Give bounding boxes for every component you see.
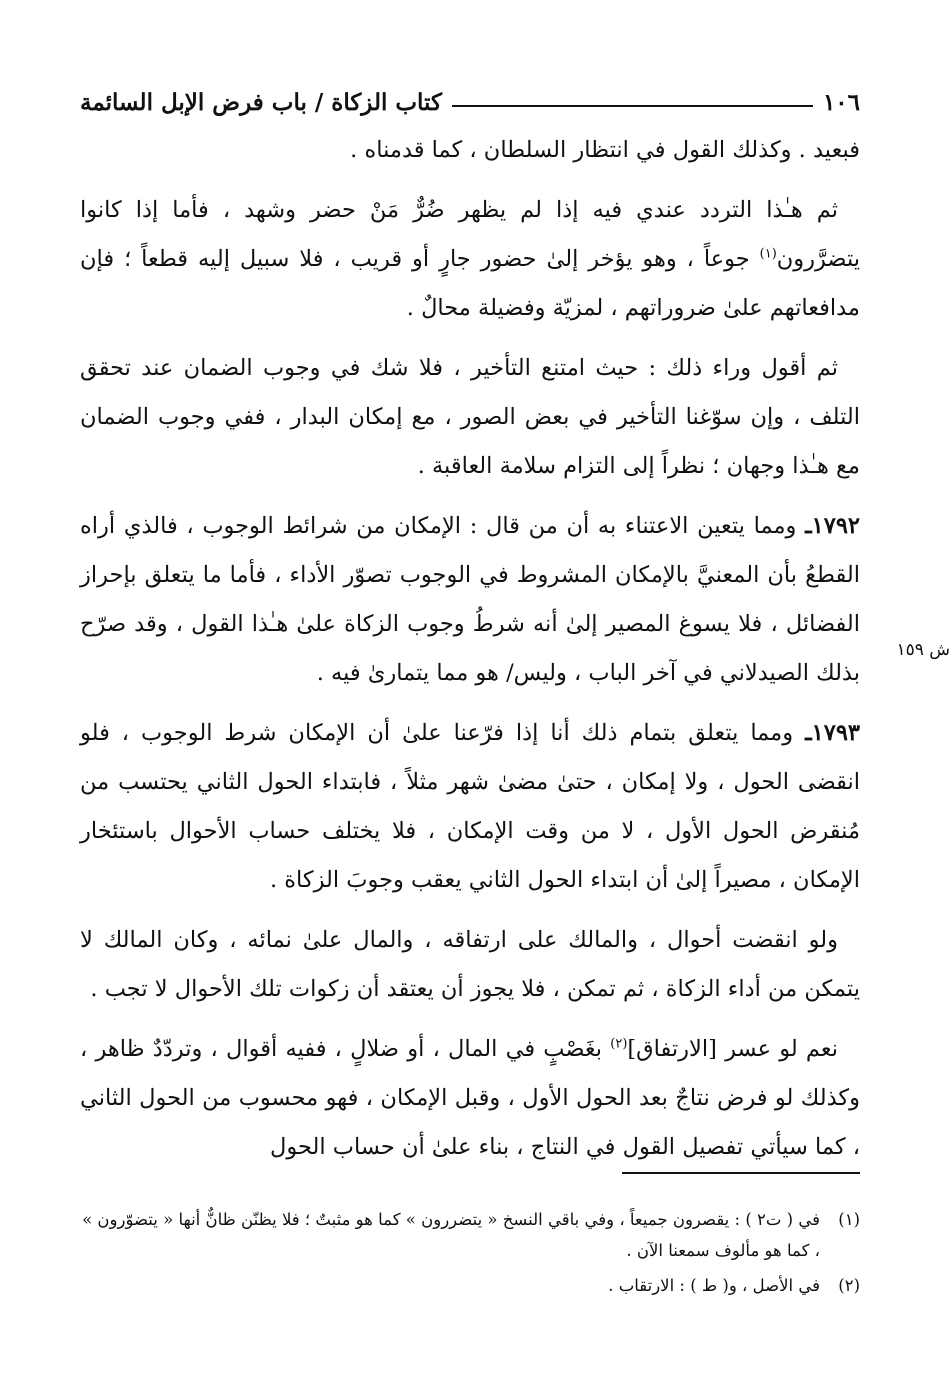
paragraph-1792: [80, 502, 860, 698]
footnote-separator: [622, 1172, 860, 1174]
footnote-number: (١): [838, 1210, 860, 1229]
running-title: كتاب الزكاة / باب فرض الإبل السائمة: [80, 89, 442, 116]
page-number: ١٠٦: [822, 89, 860, 116]
paragraph-6: [80, 916, 860, 1014]
footnotes: [80, 1204, 860, 1305]
paragraph-text: ومما يتعلق بتمام ذلك أنا إذا فرّعنا علىٰ أن الإمكان شرط الوجوب ، فلو انقضى الحول ، ولا إمكان ، حتىٰ مضىٰ شهر مثلاً ، فابتداء الحول الثاني يحتسب من مُنقرض الحول الأول ، لا من وقت الإمكان ، فلا يختلف حساب الأحوال باستئخار الإمكان ، مصيراً إلىٰ أن ابتداء الحول الثاني يعقب وجوبَ الزكاة .: [80, 720, 860, 893]
section-number: ١٧٩٣ـ: [805, 720, 860, 746]
paragraph-text: نعم لو عسر [الارتفاق]: [627, 1036, 838, 1062]
footnote-text: في ( ت٢ ) : يقصرون جميعاً ، وفي باقي النسخ « يتضررون » كما هو مثبتٌ ؛ فلا يظنّن ظانٌّ أنها « يتضوّرون » ، كما هو مألوف سمعنا الآن .: [82, 1210, 820, 1260]
paragraph-7: [80, 1025, 860, 1172]
footnote-2: [80, 1270, 860, 1301]
paragraph-text: بغَصْبٍ في المال ، أو ضلالٍ ، ففيه أقوال ، وتردّدٌ ظاهر ، وكذلك لو فرض نتاجٌ بعد الحول الأول ، وقبل الإمكان ، فهو محسوب من الحول الثاني ، كما سيأتي تفصيل القول في النتاج ، بناء علىٰ أن حساب الحول: [80, 1036, 860, 1160]
footnote-number: (٢): [838, 1276, 860, 1295]
paragraph-text: ومما يتعين الاعتناء به أن من قال : الإمكان من شرائط الوجوب ، فالذي أراه القطعُ بأن المعنيَّ بالإمكان المشروط في الوجوب تصوّر الأداء ، فأما ما يتعلق بإحراز الفضائل ، فلا يسوغ المصير إلىٰ أنه شرطُ وجوب الزكاة علىٰ هـٰذا القول ، وقد صرّح بذلك الصيدلاني في آخر الباب ، وليس/ هو مما يتمارىٰ فيه .: [80, 513, 860, 686]
main-text: [80, 126, 860, 1183]
paragraph-text: ثم هـٰذا التردد عندي فيه إذا لم يظهر ضُرٌّ مَنْ حضر وشهد ، فأما إذا كانوا يتضرَّرون: [80, 197, 860, 272]
paragraph-text: ولو انقضت أحوال ، والمالك على ارتفاقه ، والمال علىٰ نمائه ، وكان المالك لا يتمكن من أداء الزكاة ، ثم تمكن ، فلا يجوز أن يعتقد أن زكوات تلك الأحوال لا تجب .: [80, 927, 860, 1002]
running-header: [80, 76, 860, 116]
paragraph-text: ثم أقول وراء ذلك : حيث امتنع التأخير ، فلا شك في وجوب الضمان عند تحقق التلف ، وإن سوّغنا التأخير في بعض الصور ، مع إمكان البدار ، ففي وجوب الضمان مع هـٰذا وجهان ؛ نظراً إلى التزام سلامة العاقبة .: [80, 355, 860, 479]
footnote-text: في الأصل ، و( ط ) : الارتقاب .: [608, 1276, 820, 1295]
paragraph-1: [80, 126, 860, 175]
paragraph-3: [80, 344, 860, 491]
paragraph-2: [80, 186, 860, 333]
section-number: ١٧٩٢ـ: [805, 513, 860, 539]
footnote-reference: (١): [759, 246, 777, 262]
paragraph-1793: [80, 709, 860, 905]
paragraph-text: فبعيد . وكذلك القول في انتظار السلطان ، كما قدمناه .: [350, 137, 860, 163]
footnote-reference: (٢): [610, 1036, 628, 1052]
margin-folio-note: ش ١٥٩: [896, 640, 950, 660]
paragraph-text: جوعاً ، وهو يؤخر إلىٰ حضور جارٍ أو قريب ، فلا سبيل إليه قطعاً ؛ فإن مدافعاتهم علىٰ ضروراتهم ، لمزيّة وفضيلة محالٌ .: [80, 246, 860, 321]
footnote-1: [80, 1204, 860, 1266]
header-rule: [452, 105, 813, 107]
